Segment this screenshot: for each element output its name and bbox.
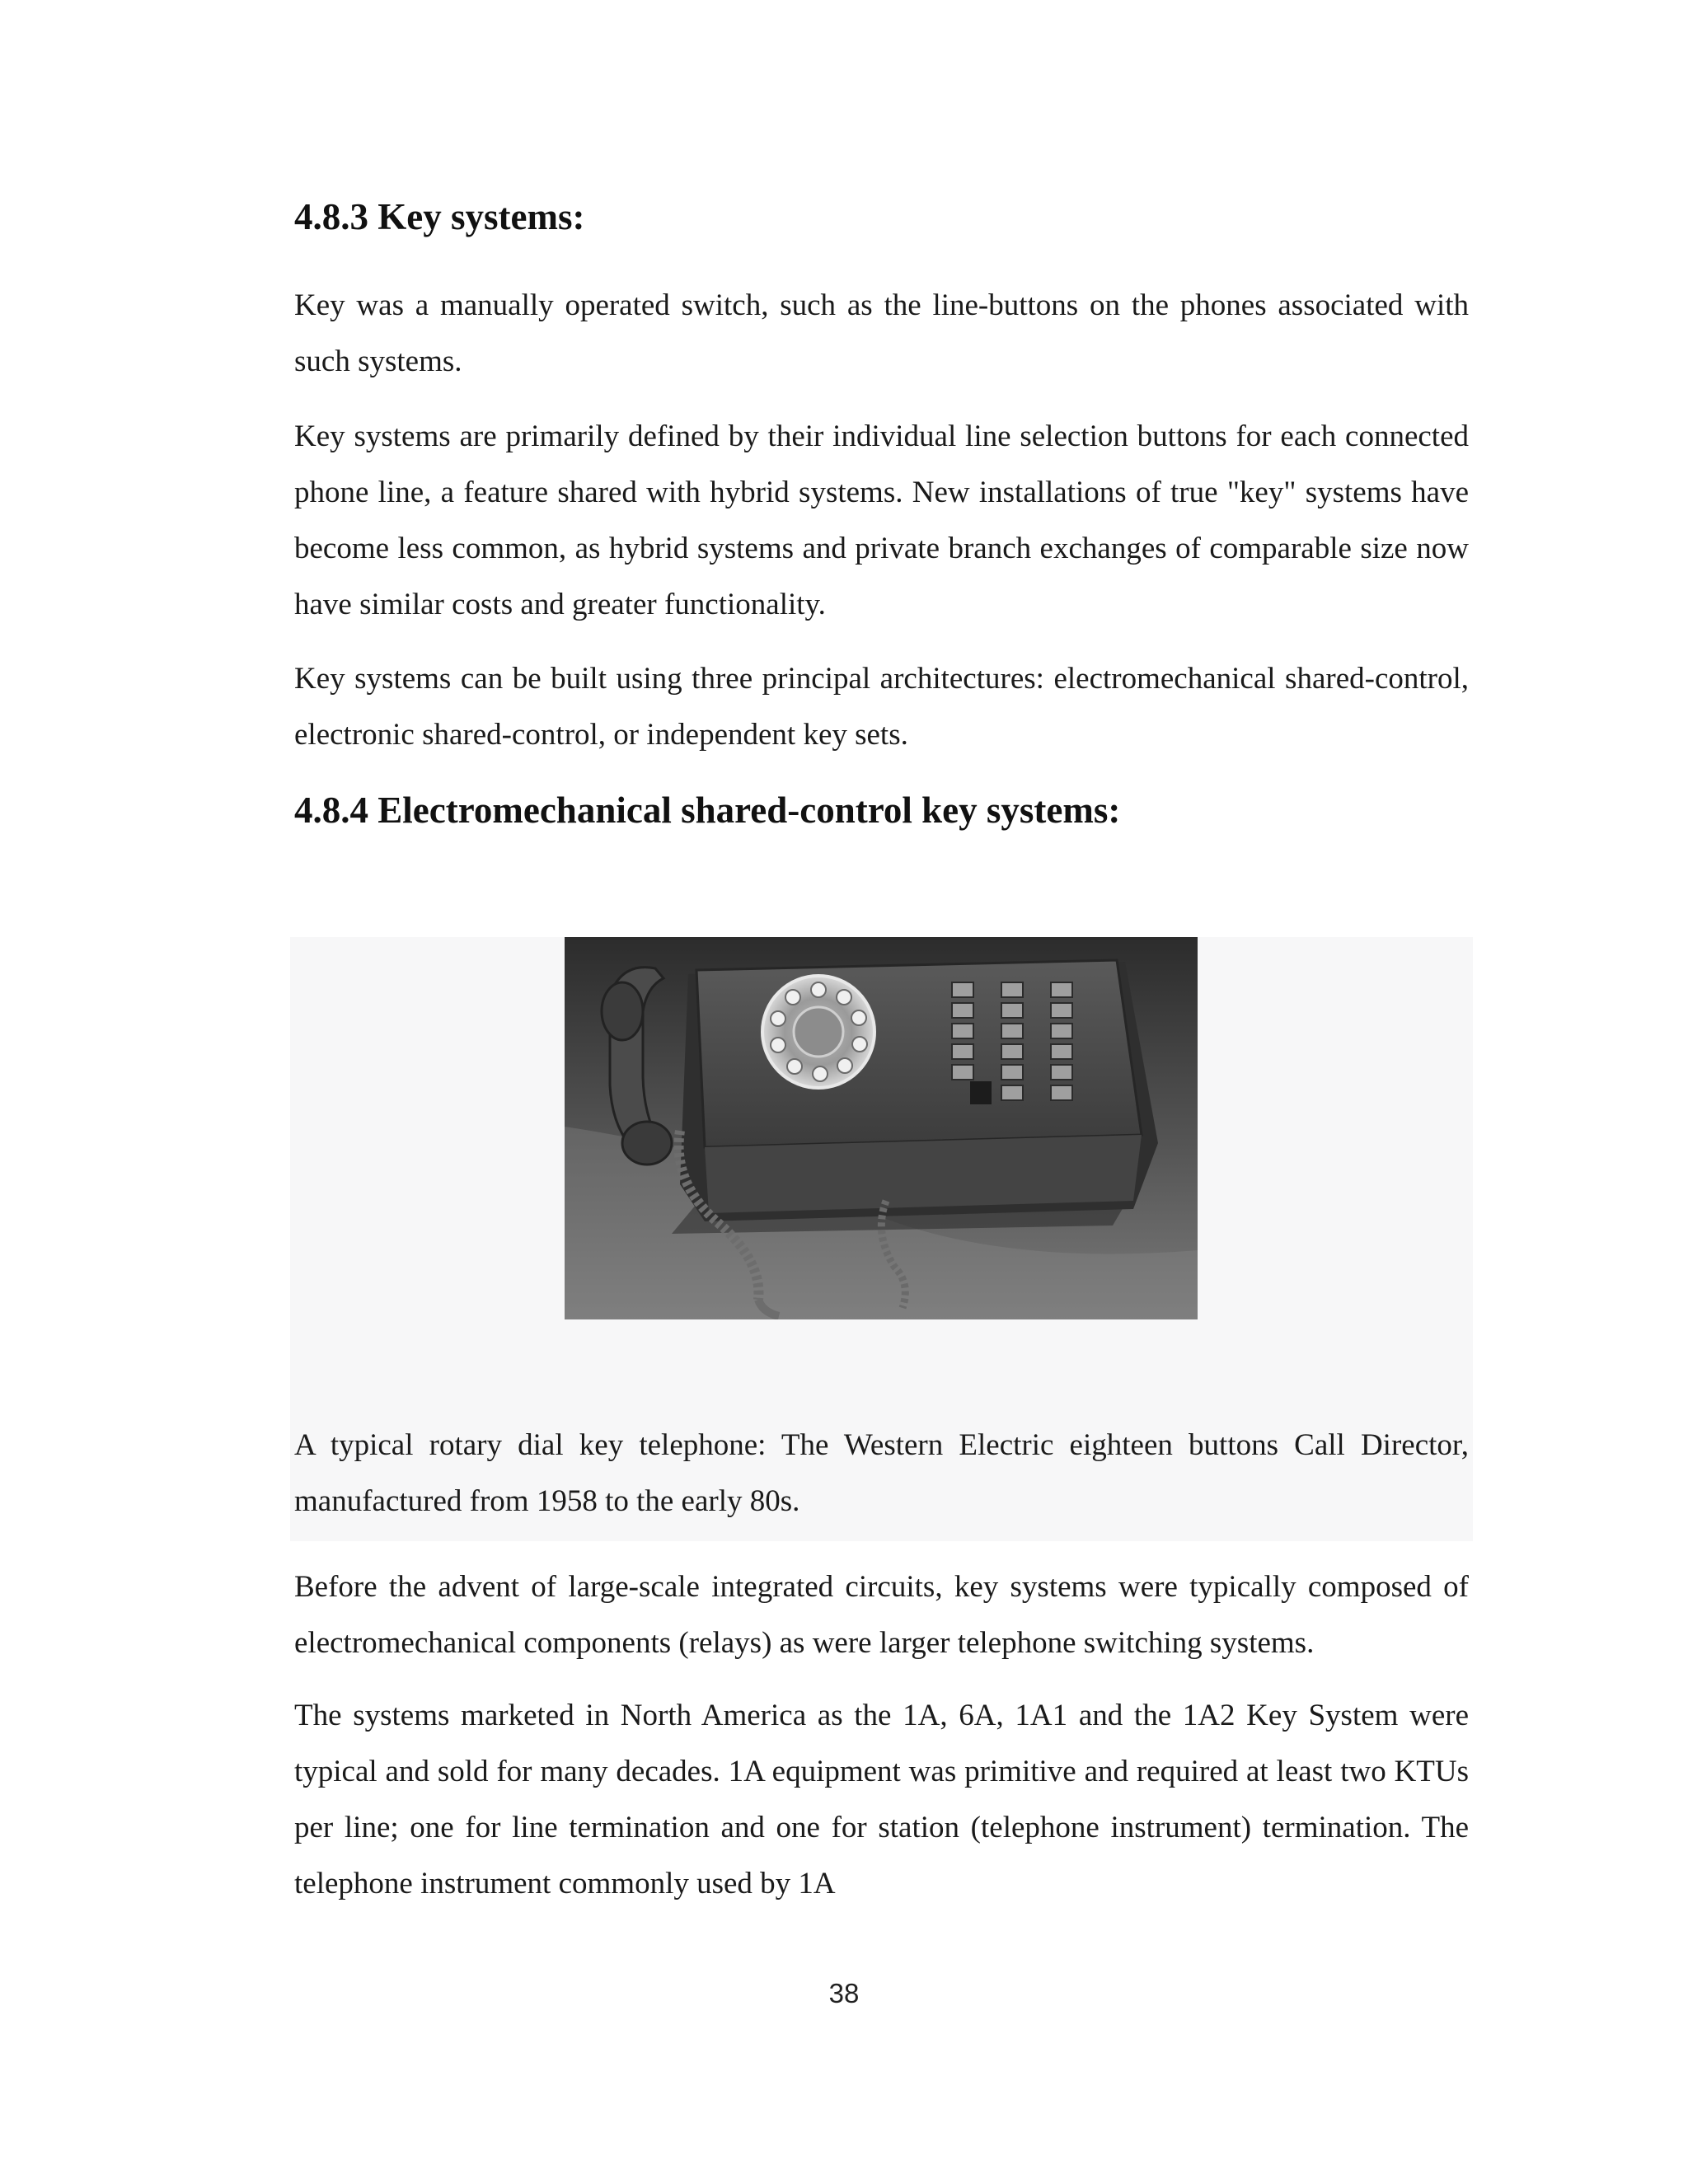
telephone-photo	[565, 937, 1198, 1319]
paragraph-systems-marketed: The systems marketed in North America as the 1A, 6A, 1A1 and the 1A2 Key System were typical and sold for many decades. 1A equipment was primitive and required at least two KTUs per line; one for line termination and one for station (telephone instrument) termination. The telephone instrument commonly used by 1A	[294, 1699, 1469, 1900]
figure-caption: A typical rotary dial key telephone: The Western Electric eighteen buttons Call Director, manufactured from 1958 to the early 80s.	[294, 1428, 1469, 1518]
section-heading-electromechanical: 4.8.4 Electromechanical shared-control key systems:	[294, 790, 1121, 831]
paragraph-key-architectures: Key systems can be built using three principal architectures: electromechanical shared-control, electronic shared-control, or independent key sets.	[294, 662, 1469, 752]
section-heading-key-systems: 4.8.3 Key systems:	[294, 196, 585, 237]
paragraph-key-systems-defined: Key systems are primarily defined by their individual line selection buttons for each connected phone line, a feature shared with hybrid systems. New installations of true "key" systems have become less common, as hybrid systems and private branch exchanges of comparable size now have similar costs and greater functionality.	[294, 419, 1469, 621]
page-number: 38	[828, 1978, 860, 2008]
paragraph-before-lsi: Before the advent of large-scale integrated circuits, key systems were typically composed of electromechanical components (relays) as were larger telephone switching systems.	[294, 1570, 1469, 1660]
paragraph-key-definition: Key was a manually operated switch, such as the line-buttons on the phones associated with such systems.	[294, 288, 1469, 378]
